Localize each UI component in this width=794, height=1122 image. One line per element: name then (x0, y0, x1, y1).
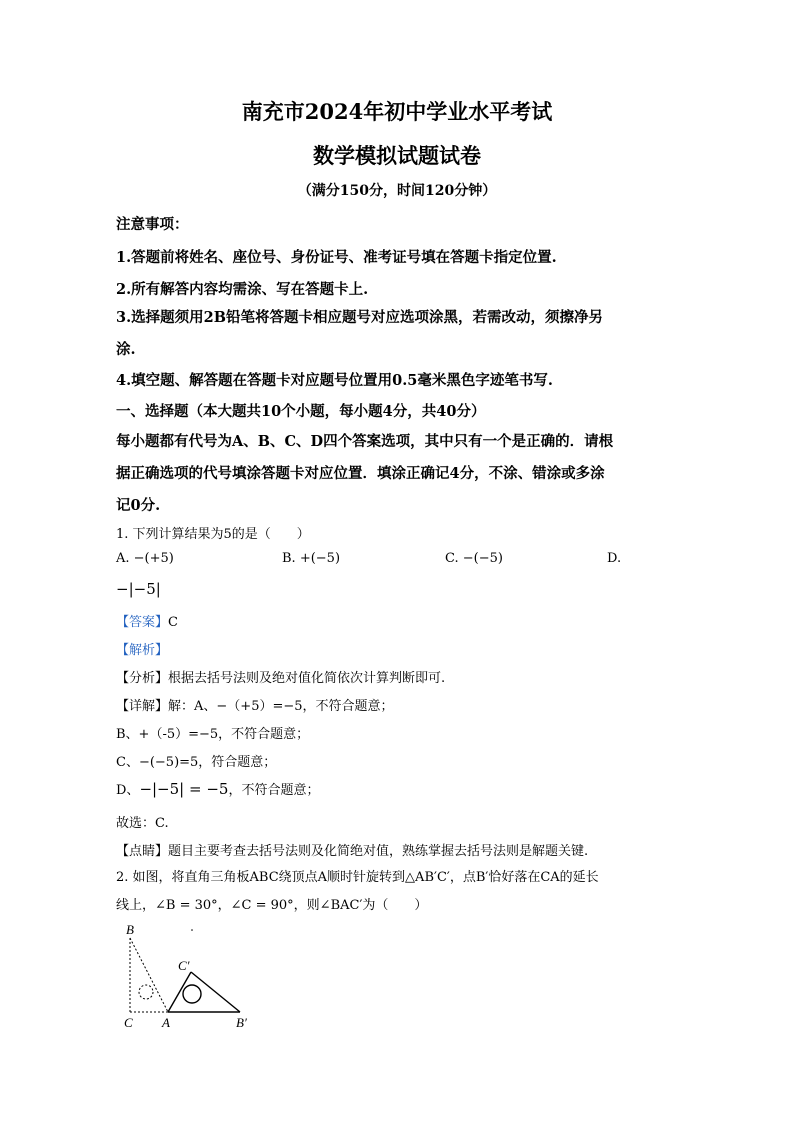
notes-item-3-line2: 涂. (116, 341, 136, 358)
side-c-prime-b-prime (191, 972, 240, 1012)
q1-option-b: B. +(−5) (282, 551, 341, 566)
label-c: C (124, 1015, 133, 1030)
analysis-tag: 【解析】 (116, 643, 169, 658)
fenxi-text: 根据去括号法则及绝对值化简依次计算判断即可. (168, 671, 446, 686)
exam-subject-title: 数学模拟试题试卷 (313, 143, 481, 168)
notes-item-2: 2.所有解答内容均需涂、写在答题卡上. (116, 281, 369, 298)
q1-xiangjie-line3: C、−(−5)=5，符合题意； (116, 755, 277, 770)
q1-option-c: C. −(−5) (445, 551, 503, 566)
xiangjie-tag: 【详解】 (116, 699, 169, 714)
notes-item-4: 4.填空题、解答题在答题卡对应题号位置用0.5毫米黑色字迹笔书写. (116, 372, 553, 389)
section1-intro-line1: 每小题都有代号为A、B、C、D四个答案选项，其中只有一个是正确的．请根 (116, 433, 614, 450)
exam-title: 南充市2024年初中学业水平考试 (241, 99, 553, 124)
q1-option-d-expression: −|−5| (116, 580, 161, 598)
xiangjie-text-1: 解：A、−（+5）=−5，不符合题意； (168, 699, 394, 714)
dianjing-text: 题目主要考查去括号法则及化简绝对值，熟练掌握去括号法则是解题关键. (168, 844, 589, 859)
q1-xiangjie-line4 (116, 779, 319, 798)
answer-tag: 【答案】 (116, 615, 169, 630)
q1-dianjing (116, 840, 588, 859)
notes-heading: 注意事项： (116, 216, 189, 233)
notes-item-3-line1: 3.选择题须用2B铅笔将答题卡相应题号对应选项涂黑，若需改动，须擦净另 (116, 309, 603, 326)
stray-dot (191, 929, 193, 931)
label-c-prime: C′ (178, 958, 190, 973)
q1-stem: 1. 下列计算结果为5的是（ ） (116, 527, 310, 542)
q1-xiangjie-line1 (116, 695, 394, 714)
q2-triangle-figure (116, 920, 276, 1030)
q1-option-a: A. −(+5) (116, 551, 174, 566)
answer-value: C (168, 615, 178, 630)
inner-circle-rotated (183, 985, 201, 1003)
side-ac-prime (168, 972, 191, 1012)
inner-circle-original (139, 985, 153, 999)
label-b-prime: B′ (236, 1015, 247, 1030)
q1-fenxi (116, 667, 445, 686)
label-a: A (162, 1015, 170, 1030)
notes-item-1: 1.答题前将姓名、座位号、身份证号、准考证号填在答题卡指定位置. (116, 249, 557, 266)
section1-intro-line2: 据正确选项的代号填涂答题卡对应位置．填涂正确记4分，不涂、错涂或多涂 (116, 465, 605, 482)
side-ab (130, 938, 168, 1012)
exam-subtitle: （满分150分，时间120分钟） (297, 183, 497, 199)
xiangjie-line4-expression: −|−5| = −5 (139, 780, 229, 798)
section1-heading: 一、选择题（本大题共10个小题，每小题4分，共40分） (116, 403, 486, 420)
xiangjie-line4-prefix: D、 (116, 783, 140, 798)
q1-conclusion: 故选：C. (116, 816, 169, 831)
q2-stem-line2: 线上，∠B = 30°，∠C = 90°，则∠BAC′为（ ） (116, 898, 428, 913)
q1-xiangjie-line2: B、+（-5）=−5，不符合题意； (116, 727, 310, 742)
label-b: B (126, 922, 134, 937)
q1-answer (116, 611, 178, 630)
dianjing-tag: 【点睛】 (116, 844, 169, 859)
q2-stem-line1: 2. 如图，将直角三角板ABC绕顶点A顺时针旋转到△AB′C′，点B′恰好落在CA的延长 (116, 870, 599, 885)
q1-option-d: D. (607, 551, 622, 566)
xiangjie-line4-suffix: ，不符合题意； (228, 783, 320, 798)
fenxi-tag: 【分析】 (116, 671, 169, 686)
section1-intro-line3: 记0分. (116, 497, 161, 514)
